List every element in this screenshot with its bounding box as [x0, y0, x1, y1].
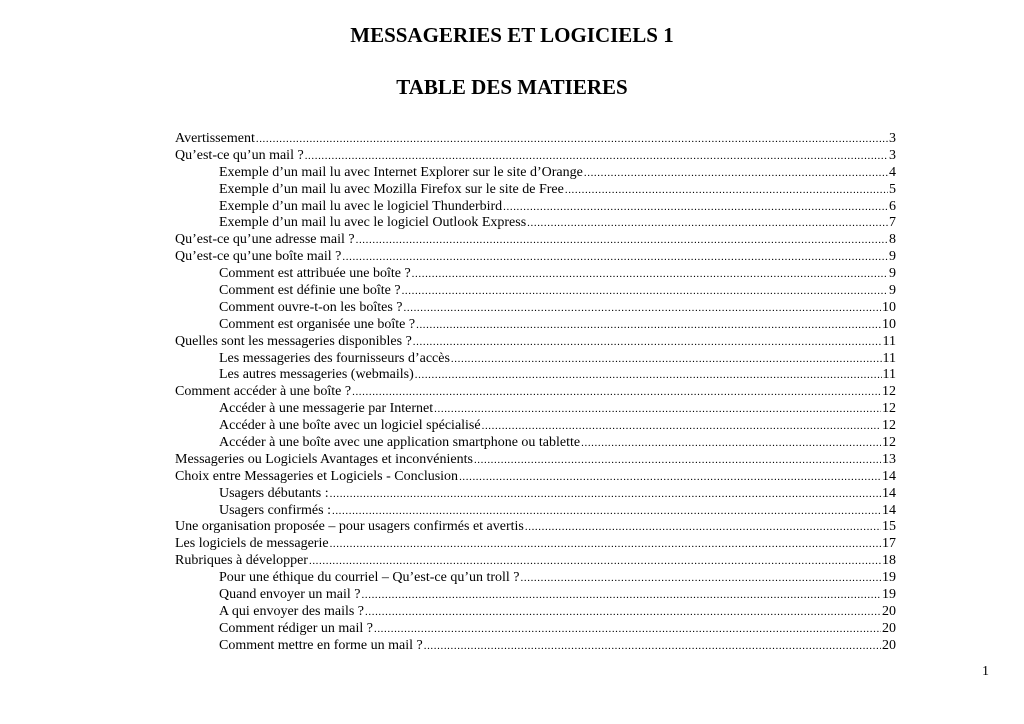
dot-leader — [482, 418, 881, 435]
toc-subentry[interactable] — [175, 215, 896, 232]
dot-leader — [434, 401, 881, 418]
toc-subentry[interactable] — [175, 367, 896, 384]
dot-leader — [525, 519, 881, 536]
toc-subentry[interactable] — [175, 199, 896, 216]
toc-page-number: 10 — [882, 316, 896, 332]
toc-subentry[interactable] — [175, 165, 896, 182]
dot-leader — [521, 570, 881, 587]
dot-leader — [459, 469, 881, 486]
toc-entry-text: Qu’est-ce qu’une boîte mail ? — [175, 249, 342, 265]
toc-page-number: 12 — [882, 435, 896, 451]
toc-entry-text: Comment rédiger un mail ? — [219, 620, 373, 636]
toc-page-number: 18 — [882, 553, 896, 569]
toc-page-number: 8 — [889, 232, 896, 248]
dot-leader — [451, 351, 882, 368]
dot-leader — [581, 435, 881, 452]
toc-page-number: 5 — [889, 181, 896, 197]
toc-subentry[interactable] — [175, 486, 896, 503]
toc-page-number: 13 — [882, 451, 896, 467]
dot-leader — [330, 536, 881, 553]
toc-entry[interactable] — [175, 469, 896, 486]
toc-entry-text: Usagers confirmés : — [219, 502, 331, 518]
toc-subentry[interactable] — [175, 587, 896, 604]
toc-page-number: 12 — [882, 418, 896, 434]
dot-leader — [413, 334, 882, 351]
toc-subentry[interactable] — [175, 317, 896, 334]
dot-leader — [402, 283, 888, 300]
toc-subentry[interactable] — [175, 503, 896, 520]
toc-page-number: 3 — [889, 147, 896, 163]
toc-entry[interactable] — [175, 334, 896, 351]
toc-entry-text: Comment mettre en forme un mail ? — [219, 637, 423, 653]
document-title: MESSAGERIES ET LOGICIELS 1 — [350, 23, 674, 47]
dot-leader — [362, 587, 881, 604]
toc-subentry[interactable] — [175, 604, 896, 621]
toc-entry-text: Exemple d’un mail lu avec le logiciel Outlook Express — [219, 215, 527, 231]
toc-page-number: 14 — [882, 485, 896, 501]
toc-subentry[interactable] — [175, 638, 896, 655]
toc-page-number: 12 — [882, 401, 896, 417]
dot-leader — [332, 503, 881, 520]
dot-leader — [424, 638, 881, 655]
toc-entry-text: Exemple d’un mail lu avec Internet Explorer sur le site d’Orange — [219, 164, 583, 180]
toc-entry-text: Qu’est-ce qu’une adresse mail ? — [175, 232, 355, 248]
toc-entry-text: Comment ouvre-t-on les boîtes ? — [219, 299, 403, 315]
dot-leader — [352, 384, 881, 401]
toc-subentry[interactable] — [175, 182, 896, 199]
toc-page-number: 14 — [882, 502, 896, 518]
toc-subentry[interactable] — [175, 621, 896, 638]
toc-entry-text: Accéder à une boîte avec un logiciel spécialisé — [219, 418, 481, 434]
toc-subentry[interactable] — [175, 351, 896, 368]
toc-entry[interactable] — [175, 519, 896, 536]
toc-page-number: 11 — [882, 333, 896, 349]
toc-page-number: 10 — [882, 299, 896, 315]
toc-page-number: 20 — [882, 603, 896, 619]
toc-entry-text: Qu’est-ce qu’un mail ? — [175, 147, 304, 163]
dot-leader — [374, 621, 881, 638]
toc-page-number: 11 — [882, 367, 896, 383]
toc-entry-text: A qui envoyer des mails ? — [219, 603, 365, 619]
toc-page-number: 9 — [889, 283, 896, 299]
toc-entry-text: Les messageries des fournisseurs d’accès — [219, 350, 450, 366]
dot-leader — [305, 148, 888, 165]
toc-subentry[interactable] — [175, 283, 896, 300]
toc-page-number: 14 — [882, 468, 896, 484]
toc-page-number: 6 — [889, 198, 896, 214]
table-of-contents — [175, 131, 896, 655]
dot-leader — [415, 367, 882, 384]
toc-entry-text: Messageries ou Logiciels Avantages et inconvénients — [175, 451, 473, 467]
toc-page-number: 11 — [882, 350, 896, 366]
toc-entry-text: Accéder à une boîte avec une application smartphone ou tablette — [219, 435, 581, 451]
toc-entry[interactable] — [175, 384, 896, 401]
dot-leader — [565, 182, 888, 199]
toc-subentry[interactable] — [175, 435, 896, 452]
dot-leader — [404, 300, 881, 317]
toc-page-number: 9 — [889, 249, 896, 265]
dot-leader — [330, 486, 881, 503]
toc-entry-text: Quelles sont les messageries disponibles ? — [175, 333, 412, 349]
toc-page-number: 20 — [882, 637, 896, 653]
toc-entry-text: Accéder à une messagerie par Internet — [219, 401, 434, 417]
dot-leader — [584, 165, 888, 182]
toc-entry[interactable] — [175, 452, 896, 469]
toc-entry-text: Une organisation proposée – pour usagers confirmés et avertis — [175, 519, 524, 535]
toc-entry-text: Avertissement — [175, 131, 255, 146]
toc-entry-text: Comment est attribuée une boîte ? — [219, 266, 411, 282]
dot-leader — [356, 232, 888, 249]
toc-entry[interactable] — [175, 249, 896, 266]
dot-leader — [412, 266, 888, 283]
toc-page-number: 12 — [882, 384, 896, 400]
toc-entry-text: Quand envoyer un mail ? — [219, 587, 361, 603]
toc-entry-text: Pour une éthique du courriel – Qu’est-ce qu’un troll ? — [219, 570, 520, 586]
dot-leader — [474, 452, 881, 469]
toc-entry[interactable] — [175, 536, 896, 553]
toc-subentry[interactable] — [175, 401, 896, 418]
toc-entry-text: Exemple d’un mail lu avec Mozilla Firefox sur le site de Free — [219, 181, 564, 197]
toc-page-number: 3 — [889, 131, 896, 146]
toc-entry[interactable] — [175, 232, 896, 249]
toc-page-number: 4 — [889, 164, 896, 180]
toc-entry-text: Comment est définie une boîte ? — [219, 283, 401, 299]
toc-subentry[interactable] — [175, 266, 896, 283]
toc-page-number: 17 — [882, 536, 896, 552]
dot-leader — [527, 215, 888, 232]
toc-entry-text: Usagers débutants : — [219, 485, 329, 501]
toc-page-number: 9 — [889, 266, 896, 282]
toc-entry-text: Rubriques à développer — [175, 553, 308, 569]
toc-subentry[interactable] — [175, 300, 896, 317]
toc-page-number: 19 — [882, 570, 896, 586]
dot-leader — [309, 553, 881, 570]
toc-entry[interactable] — [175, 553, 896, 570]
toc-entry-text: Comment accéder à une boîte ? — [175, 384, 352, 400]
toc-entry[interactable] — [175, 148, 896, 165]
toc-entry-text: Les logiciels de messagerie — [175, 536, 329, 552]
toc-entry-text: Exemple d’un mail lu avec le logiciel Thunderbird — [219, 198, 503, 214]
toc-subentry[interactable] — [175, 570, 896, 587]
dot-leader — [503, 199, 888, 216]
dot-leader — [342, 249, 888, 266]
toc-subentry[interactable] — [175, 418, 896, 435]
toc-entry-text: Les autres messageries (webmails) — [219, 367, 414, 383]
toc-page-number: 15 — [882, 519, 896, 535]
toc-entry-text: Choix entre Messageries et Logiciels - Conclusion — [175, 468, 459, 484]
toc-page-number: 7 — [889, 215, 896, 231]
toc-page-number: 20 — [882, 620, 896, 636]
dot-leader — [256, 131, 888, 148]
dot-leader — [365, 604, 881, 621]
toc-entry-text: Comment est organisée une boîte ? — [219, 316, 416, 332]
dot-leader — [416, 317, 881, 334]
toc-heading: TABLE DES MATIERES — [396, 75, 628, 99]
toc-entry[interactable] — [175, 131, 896, 148]
page-number: 1 — [982, 664, 989, 679]
toc-page-number: 19 — [882, 587, 896, 603]
